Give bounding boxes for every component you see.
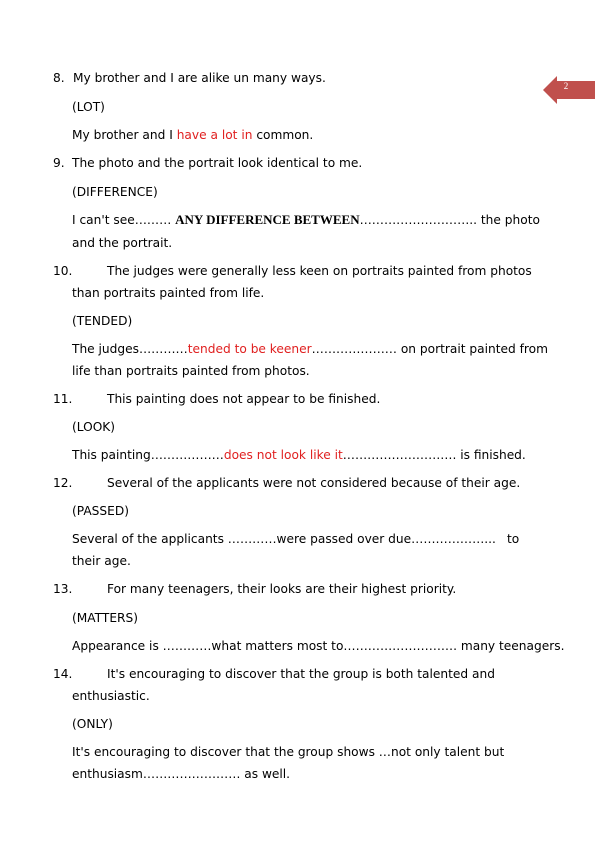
exercise-keyword: (DIFFERENCE) bbox=[72, 185, 158, 199]
exercise-keyword: (MATTERS) bbox=[72, 611, 138, 625]
exercise-sentence: It's encouraging to discover that the group is both talented and bbox=[107, 667, 495, 681]
answer-fill: have a lot in bbox=[176, 128, 257, 142]
answer-fill: ANY DIFFERENCE BETWEEN bbox=[175, 212, 360, 227]
exercise-sentence-continuation: enthusiastic. bbox=[72, 689, 150, 703]
answer-text: common. bbox=[256, 128, 314, 142]
exercise-answer bbox=[72, 127, 313, 143]
exercise-number: 9. bbox=[53, 156, 65, 170]
answer-text: I can't see……… bbox=[72, 213, 176, 227]
page-number: 2 bbox=[563, 81, 569, 91]
answer-text: ………………………. is finished. bbox=[342, 448, 526, 462]
exercise-number: 8. bbox=[53, 71, 65, 85]
answer-text: My brother and I bbox=[72, 128, 177, 142]
exercise-answer bbox=[72, 212, 540, 228]
answer-fill: tended to be keener bbox=[187, 342, 312, 356]
exercise-sentence: Several of the applicants were not considered because of their age. bbox=[107, 476, 521, 490]
answer-text: This painting……………… bbox=[72, 448, 224, 462]
exercise-answer-continuation: and the portrait. bbox=[72, 236, 173, 250]
exercise-sentence: The photo and the portrait look identical to me. bbox=[72, 156, 363, 170]
exercise-keyword: (TENDED) bbox=[72, 314, 133, 328]
exercise-sentence: This painting does not appear to be finished. bbox=[107, 392, 381, 406]
exercise-number: 14. bbox=[53, 667, 73, 681]
exercise-answer bbox=[72, 341, 548, 357]
exercise-answer: Appearance is …………what matters most to………………………. many teenagers. bbox=[72, 639, 565, 653]
exercise-answer-continuation: enthusiasm…………………… as well. bbox=[72, 767, 291, 781]
answer-text: The judges………… bbox=[72, 342, 188, 356]
exercise-keyword: (LOOK) bbox=[72, 420, 116, 434]
exercise-number: 13. bbox=[53, 582, 73, 596]
exercise-sentence: The judges were generally less keen on portraits painted from photos bbox=[107, 264, 532, 278]
exercise-number: 11. bbox=[53, 392, 73, 406]
exercise-keyword: (PASSED) bbox=[72, 504, 129, 518]
exercise-keyword: (ONLY) bbox=[72, 717, 113, 731]
exercise-sentence-continuation: than portraits painted from life. bbox=[72, 286, 265, 300]
exercise-answer bbox=[72, 447, 526, 463]
exercise-number: 10. bbox=[53, 264, 73, 278]
exercise-answer-tail: to bbox=[507, 532, 520, 546]
exercise-keyword: (LOT) bbox=[72, 100, 105, 114]
exercise-answer-continuation: life than portraits painted from photos. bbox=[72, 364, 310, 378]
exercise-sentence: My brother and I are alike un many ways. bbox=[73, 71, 326, 85]
answer-text: ……………………….. the photo bbox=[359, 213, 540, 227]
exercise-answer: Several of the applicants …………were passed over due………………... bbox=[72, 532, 496, 546]
exercise-answer: It's encouraging to discover that the group shows …not only talent but bbox=[72, 745, 505, 759]
exercise-number: 12. bbox=[53, 476, 73, 490]
answer-text: ………………… on portrait painted from bbox=[311, 342, 548, 356]
exercise-answer-continuation: their age. bbox=[72, 554, 131, 568]
answer-fill: does not look like it bbox=[223, 448, 343, 462]
exercise-sentence: For many teenagers, their looks are their highest priority. bbox=[107, 582, 457, 596]
